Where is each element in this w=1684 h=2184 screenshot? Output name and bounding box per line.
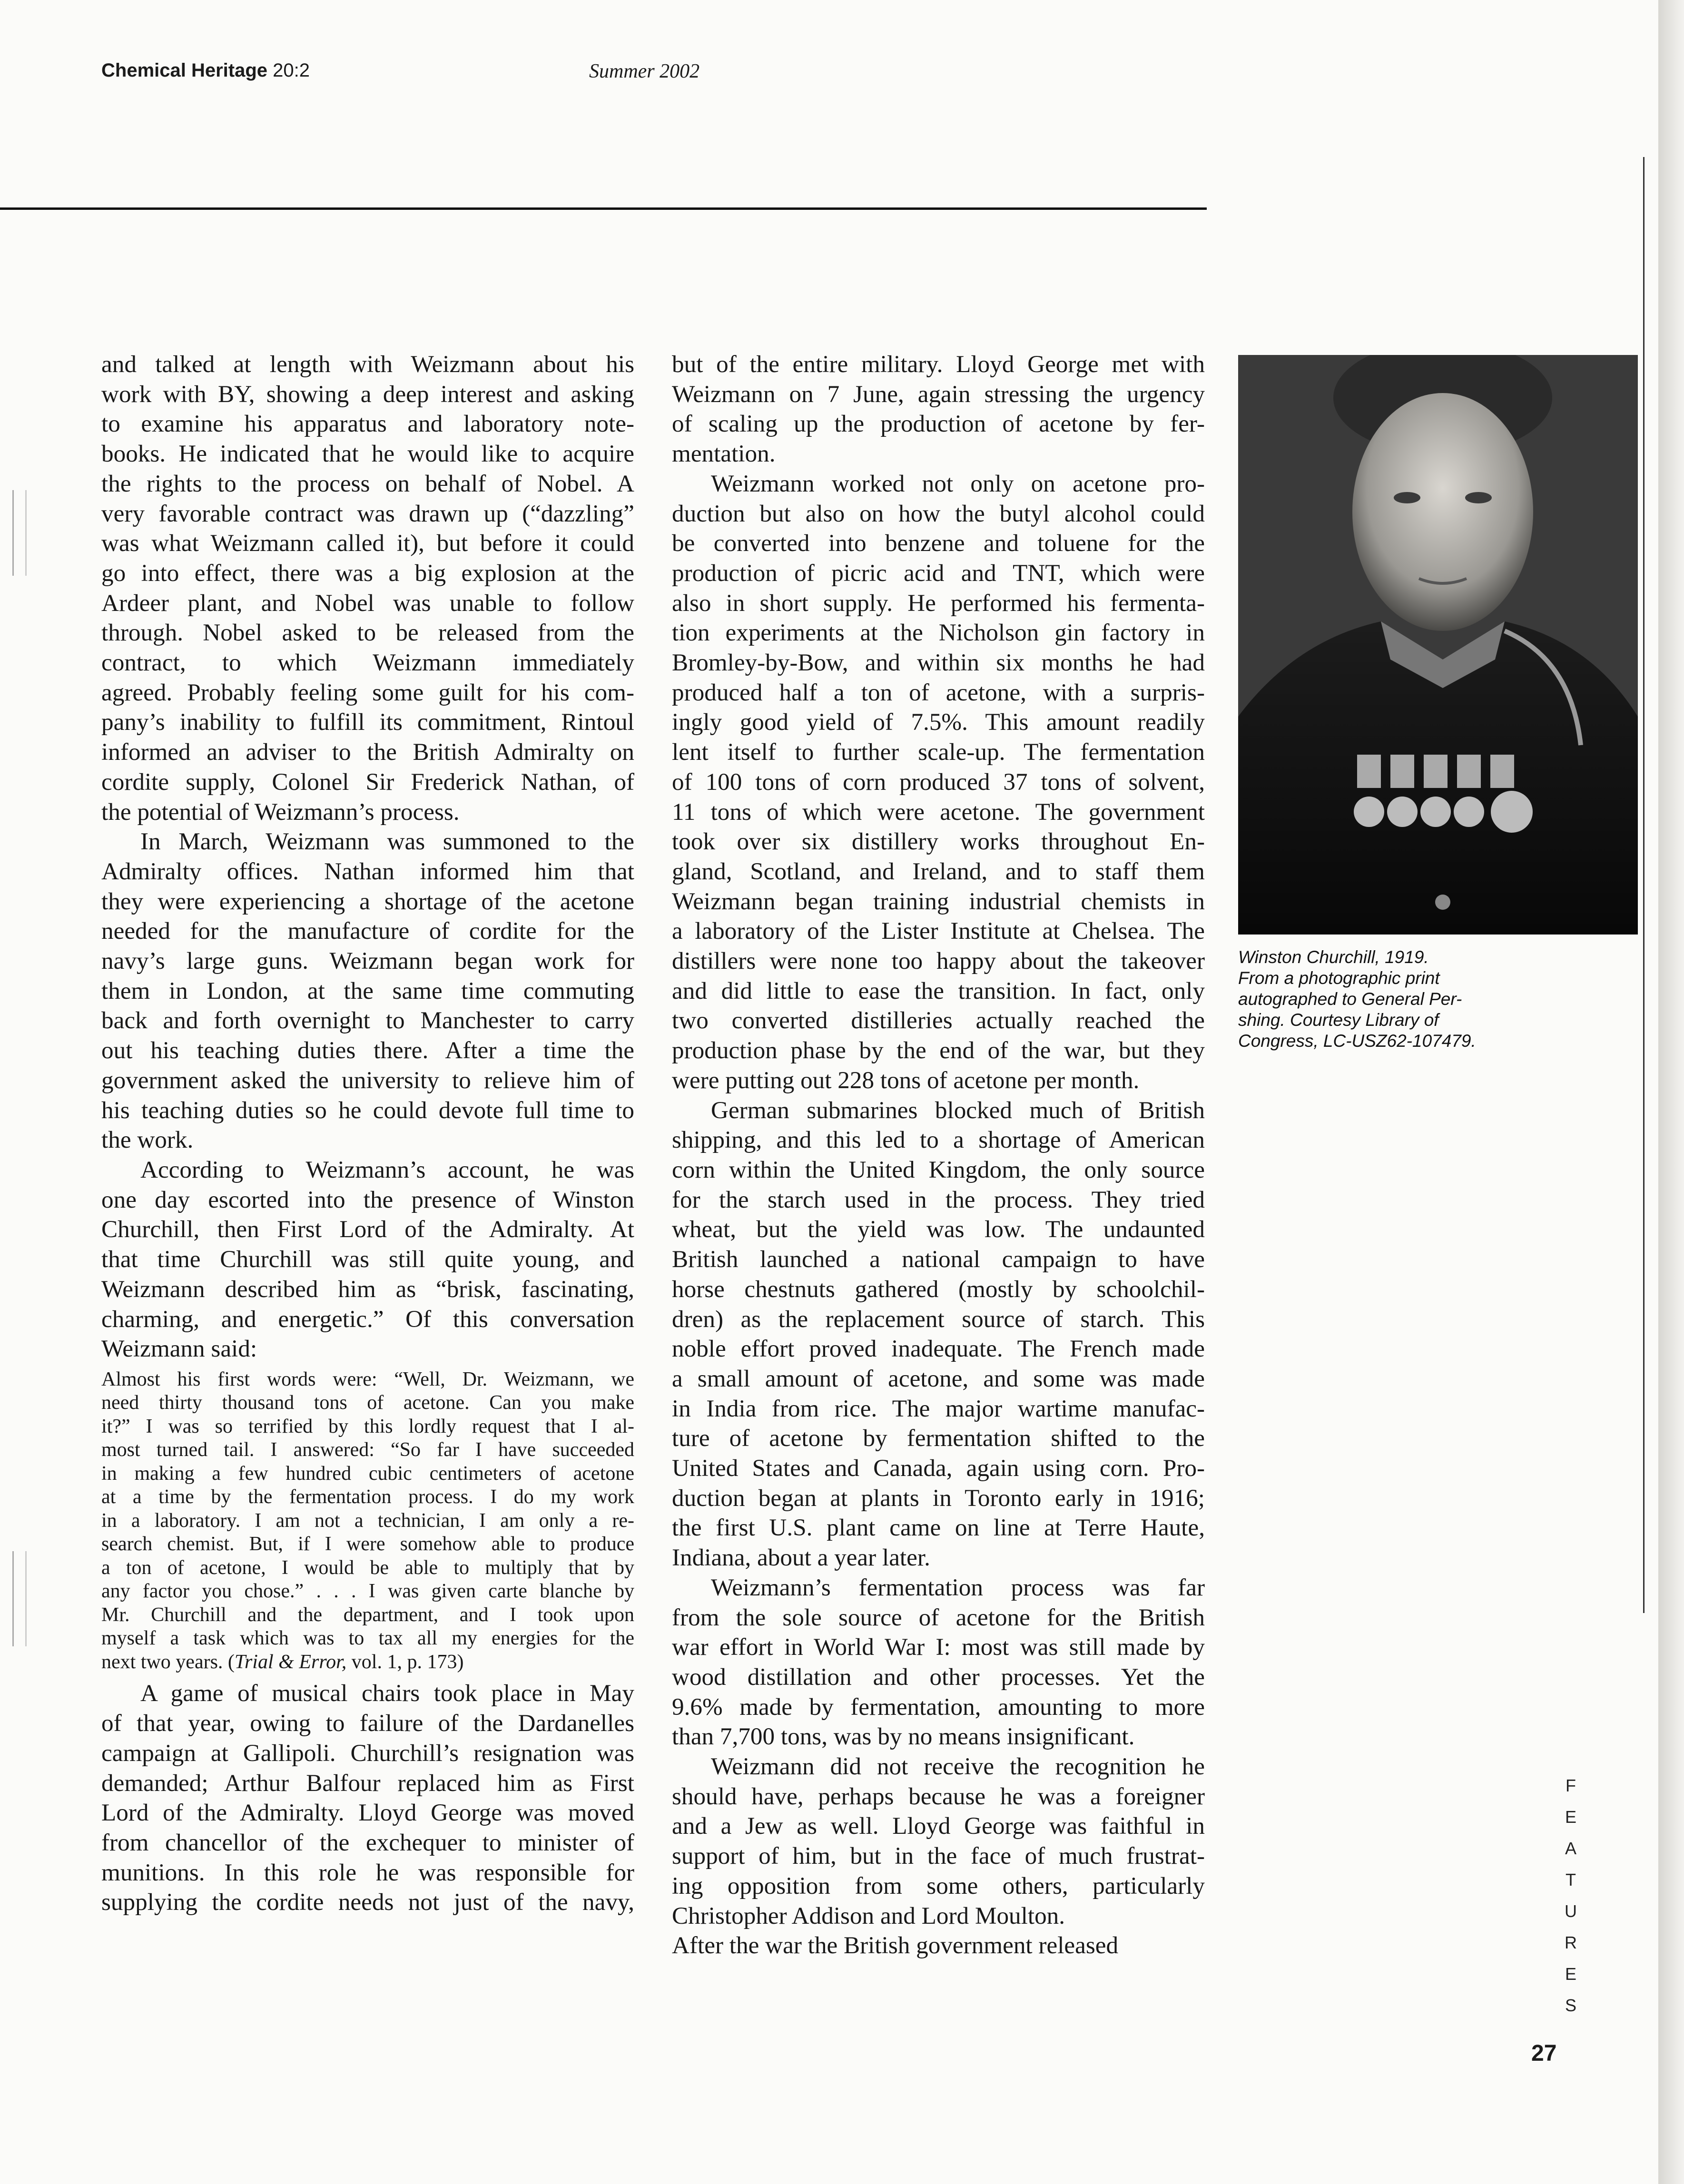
paragraph [672,1752,1205,1931]
text-line: search chemist. But, if I were somehow able to produce [101,1533,634,1555]
text-line: Christopher Addison and Lord Moulton. [672,1902,1065,1929]
paragraph [672,350,1205,469]
text-line: Weizmann worked not only on acetone pro- [711,470,1205,497]
text-line: wood distillation and other processes. Yet the [672,1663,1205,1691]
paragraph [672,1931,1205,1961]
text-line: After the war the British government released [672,1932,1119,1959]
text-line: needed for the manufacture of cordite for the [101,917,634,945]
text-line: ing opposition from some others, particularly [672,1872,1205,1899]
text-line: Admiralty offices. Nathan informed him that [101,857,634,885]
text-line: a laboratory of the Lister Institute at Chelsea. The [672,917,1205,945]
text-line: and a Jew as well. Lloyd George was faithful in [672,1812,1205,1840]
text-line: pany’s inability to fulfill its commitment, Rintoul [101,708,634,736]
text-line: should have, perhaps because he was a foreigner [672,1782,1205,1810]
header-rule [0,207,1207,210]
text-line: mentation. [672,440,776,468]
text-line: Lord of the Admiralty. Lloyd George was moved [101,1799,634,1827]
text-line: his teaching duties so he could devote full time to [101,1096,634,1124]
text-line: ingly good yield of 7.5%. This amount readily [672,708,1205,736]
text-line: Almost his first words were: “Well, Dr. Weizmann, we [101,1368,634,1390]
text-line: Weizmann said: [101,1335,257,1363]
text-line: 9.6% made by fermentation, amounting to more [672,1693,1205,1721]
text-line: According to Weizmann’s account, he was [140,1156,634,1183]
text-line: and talked at length with Weizmann about his [101,351,634,378]
text-line: to examine his apparatus and laboratory note- [101,410,634,438]
text-line: was what Weizmann called it), but before it could [101,530,634,557]
photo-caption [1238,947,1638,1052]
text-line: one day escorted into the presence of Winston [101,1186,634,1213]
section-letter: A [1565,1839,1576,1858]
text-line: autographed to General Per- [1238,989,1462,1009]
text-line: Weizmann did not receive the recognition he [711,1753,1205,1781]
text-line: agreed. Probably feeling some guilt for his com- [101,679,634,706]
text-line: charming, and energetic.” Of this conversation [101,1305,634,1333]
text-line: From a photographic print [1238,968,1440,988]
text-line: Weizmann began training industrial chemists in [672,887,1205,915]
text-line: also in short supply. He performed his fermenta- [672,589,1205,617]
text-column-2 [672,350,1205,1961]
section-letter: S [1565,1996,1576,2015]
magazine-title: Chemical Heritage [101,60,268,81]
text-line: out his teaching duties there. After a time the [101,1037,634,1064]
text-line: British launched a national campaign to have [672,1246,1205,1273]
text-line: the rights to the process on behalf of Nobel. A [101,470,634,497]
text-line: supplying the cordite needs not just of the navy, [101,1889,634,1916]
text-line: go into effect, there was a big explosion at the [101,559,634,587]
text-line: dren) as the replacement source of starch. This [672,1305,1205,1333]
text-line: it?” I was so terrified by this lordly request that I al- [101,1415,634,1437]
staple-mark-bottom [12,1551,27,1646]
text-line: wheat, but the yield was low. The undaunted [672,1216,1205,1243]
issue-number: 20:2 [273,60,310,81]
text-line: German submarines blocked much of British [711,1096,1205,1124]
text-line: the first U.S. plant came on line at Terre Haute, [672,1514,1205,1542]
text-line: support of him, but in the face of much frustrat- [672,1842,1205,1870]
text-line: most turned tail. I answered: “So far I have succeeded [101,1439,634,1461]
text-line: Weizmann on 7 June, again stressing the urgency [672,380,1205,408]
running-header [101,60,700,82]
text-line: back and forth overnight to Manchester to carry [101,1007,634,1034]
text-line: Winston Churchill, 1919. [1238,947,1429,967]
text-line: corn within the United Kingdom, the only source [672,1156,1205,1183]
text-line: horse chestnuts gathered (mostly by schoolchil- [672,1275,1205,1303]
text-line: lent itself to further scale-up. The fermentation [672,738,1205,766]
text-line: contract, to which Weizmann immediately [101,649,634,677]
text-line: the potential of Weizmann’s process. [101,798,460,826]
section-letter: E [1565,1807,1576,1827]
text-line: two converted distilleries actually reached the [672,1007,1205,1034]
text-line: informed an adviser to the British Admiralty on [101,738,634,766]
text-line: Ardeer plant, and Nobel was unable to follow [101,589,634,617]
text-line: at a time by the fermentation process. I do my work [101,1486,634,1508]
block-quote [101,1368,634,1674]
text-line: need thirty thousand tons of acetone. Can you make [101,1392,634,1414]
section-label-features [1559,1770,1583,2021]
text-line: distillers were none too happy about the takeover [672,947,1205,975]
paragraph [101,350,634,827]
page-edge [1658,0,1684,2184]
text-line: in a laboratory. I am not a technician, I am only a re- [101,1509,634,1532]
text-line: Weizmann described him as “brisk, fascinating, [101,1275,634,1303]
text-line: them in London, at the same time commuting [101,977,634,1004]
text-line: of 100 tons of corn produced 37 tons of solvent, [672,768,1205,796]
text-line: from the sole source of acetone for the British [672,1604,1205,1631]
text-line: of scaling up the production of acetone by fer- [672,410,1205,438]
quote-citation: next two years. (Trial & Error, vol. 1, p. 173) [101,1651,464,1673]
text-line: a small amount of acetone, and some was made [672,1365,1205,1392]
text-line: that time Churchill was still quite young, and [101,1246,634,1273]
text-line: they were experiencing a shortage of the acetone [101,887,634,915]
text-line: but of the entire military. Lloyd George met with [672,351,1205,378]
text-line: and did little to ease the transition. In fact, only [672,977,1205,1004]
text-line: of that year, owing to failure of the Dardanelles [101,1710,634,1737]
text-line: campaign at Gallipoli. Churchill’s resignation was [101,1739,634,1767]
section-letter: R [1565,1933,1577,1952]
text-line: gland, Scotland, and Ireland, and to staff them [672,857,1205,885]
text-line: cordite supply, Colonel Sir Frederick Nathan, of [101,768,634,796]
issue-season: Summer 2002 [589,60,700,82]
text-line: through. Nobel asked to be released from the [101,619,634,647]
quote-lines [101,1368,634,1651]
paragraph [101,1679,634,1918]
staple-mark-top [12,490,27,576]
text-line: shipping, and this led to a shortage of American [672,1126,1205,1154]
text-line: the work. [101,1126,194,1154]
paragraph [672,1573,1205,1752]
portrait-illustration [1238,355,1638,935]
text-line: Congress, LC-USZ62-107479. [1238,1031,1476,1051]
text-line: demanded; Arthur Balfour replaced him as First [101,1769,634,1797]
text-line: Weizmann’s fermentation process was far [711,1574,1205,1601]
text-line: 11 tons of which were acetone. The government [672,798,1205,826]
text-line: Mr. Churchill and the department, and I took upon [101,1604,634,1626]
book-title: Trial & Error, [234,1651,347,1673]
section-letter: U [1565,1901,1577,1921]
text-line: be converted into benzene and toluene for the [672,530,1205,557]
paragraph [101,827,634,1155]
text-line: took over six distillery works throughout En- [672,828,1205,856]
text-line: United States and Canada, again using corn. Pro- [672,1455,1205,1482]
section-letter: T [1566,1870,1576,1889]
text-line: in making a few hundred cubic centimeters of acetone [101,1462,634,1485]
text-line: a ton of acetone, I would be able to multiply that by [101,1556,634,1579]
text-line: produced half a ton of acetone, with a surpris- [672,679,1205,706]
text-line: production phase by the end of the war, but they [672,1037,1205,1064]
text-line: munitions. In this role he was responsible for [101,1859,634,1886]
page-number: 27 [1531,2041,1557,2066]
text-line: books. He indicated that he would like to acquire [101,440,634,468]
text-line: from chancellor of the exchequer to minister of [101,1829,634,1856]
paragraph [101,1155,634,1364]
text-line: for the starch used in the process. They tried [672,1186,1205,1213]
text-line: duction began at plants in Toronto early in 1916; [672,1484,1205,1512]
text-line: war effort in World War I: most was still made by [672,1633,1205,1661]
text-line: ture of acetone by fermentation shifted to the [672,1425,1205,1452]
text-line: production of picric acid and TNT, which were [672,559,1205,587]
text-line: in India from rice. The major wartime manufac- [672,1395,1205,1422]
text-line: were putting out 228 tons of acetone per month. [672,1066,1140,1094]
text-line: noble effort proved inadequate. The French made [672,1335,1205,1363]
text-line: myself a task which was to tax all my energies for the [101,1627,634,1650]
text-line: very favorable contract was drawn up (“dazzling” [101,500,634,527]
text-column-1 [101,350,634,1918]
text-line: duction but also on how the butyl alcohol could [672,500,1205,527]
text-line: Churchill, then First Lord of the Admiralty. At [101,1216,634,1243]
text-line: navy’s large guns. Weizmann began work for [101,947,634,975]
text-line: than 7,700 tons, was by no means insignificant. [672,1723,1135,1751]
text-line: Bromley-by-Bow, and within six months he had [672,649,1205,677]
text-line: In March, Weizmann was summoned to the [140,828,634,856]
churchill-portrait-photo [1238,355,1638,935]
paragraph [672,1096,1205,1573]
paragraph [672,469,1205,1096]
margin-rule [1643,157,1645,1613]
text-line: A game of musical chairs took place in May [140,1680,634,1707]
text-line: government asked the university to relieve him of [101,1066,634,1094]
text-line: tion experiments at the Nicholson gin factory in [672,619,1205,647]
section-letter: E [1565,1964,1576,1984]
text-line: Indiana, about a year later. [672,1544,930,1572]
section-letter: F [1566,1776,1576,1795]
text-line: work with BY, showing a deep interest and asking [101,380,634,408]
text-line: shing. Courtesy Library of [1238,1010,1439,1030]
text-line: any factor you chose.” . . . I was given carte blanche by [101,1580,634,1603]
